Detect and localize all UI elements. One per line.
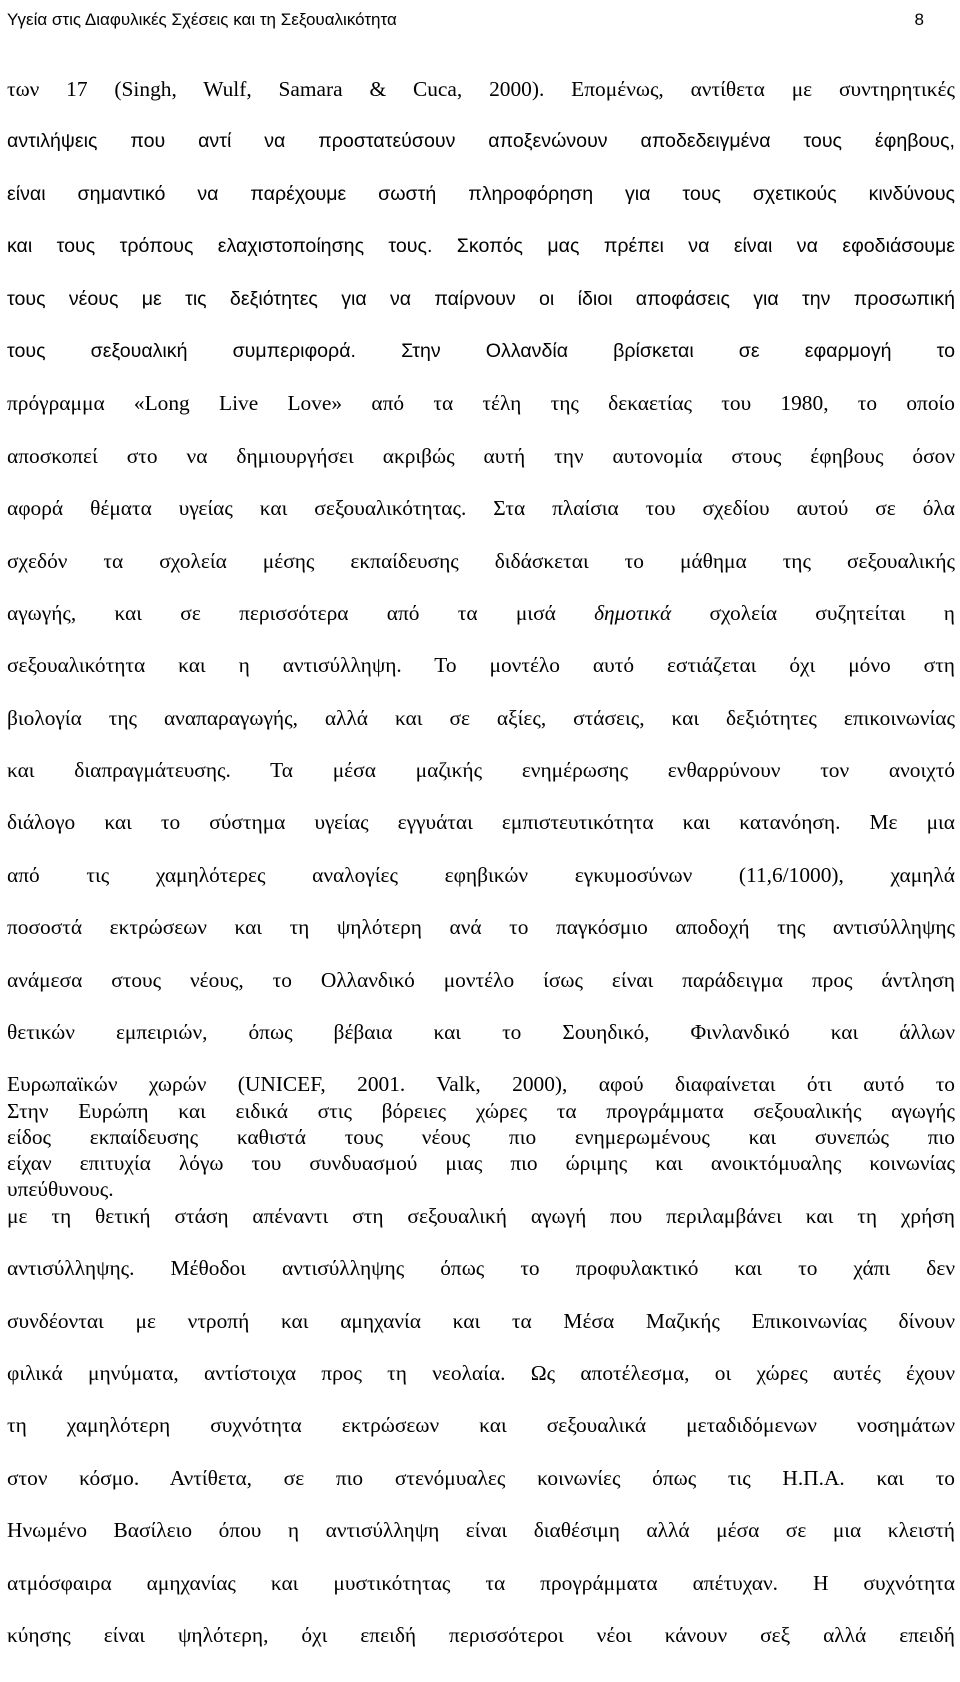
- text-line: υπεύθυνους.: [7, 1177, 114, 1202]
- text-line: Ευρωπαϊκών χωρών (UNICEF, 2001. Valk, 2000), αφού διαφαίνεται ότι αυτό το: [7, 1072, 955, 1097]
- text-line: στον κόσμο. Αντίθετα, σε πιο στενόμυαλες κοινωνίες όπως τις Η.Π.Α. και το: [7, 1465, 955, 1490]
- text-line-with-emphasis: [7, 587, 955, 639]
- text-line: και διαπραγμάτευσης. Τα μέσα μαζικής ενημέρωσης ενθαρρύνουν τον ανοιχτό: [7, 758, 955, 783]
- text-line: θετικών εμπειριών, όπως βέβαια και το Σουηδικό, Φινλανδικό και άλλων: [7, 1020, 955, 1045]
- text-line: διάλογο και το σύστημα υγείας εγγυάται εμπιστευτικότητα και κατανόηση. Με μια: [7, 810, 955, 835]
- text-line: αφορά θέματα υγείας και σεξουαλικότητας. Στα πλαίσια του σχεδίου αυτού σε όλα: [7, 496, 955, 521]
- text-line: σεξουαλικότητα και η αντισύλληψη. Το μοντέλο αυτό εστιάζεται όχι μόνο στη: [7, 653, 955, 678]
- text-line: συνδέονται με ντροπή και αμηχανία και τα Μέσα Μαζικής Επικοινωνίας δίνουν: [7, 1308, 955, 1333]
- paragraph-1: [7, 63, 955, 1216]
- text-line: και τους τρόπους ελαχιστοποίησης τους. Σκοπός μας πρέπει να είναι να εφοδιάσουμε: [7, 235, 955, 258]
- text-line: ανάμεσα στους νέους, το Ολλανδικό μοντέλο ίσως είναι παράδειγμα προς άντληση: [7, 967, 955, 992]
- page-number: 8: [914, 10, 924, 29]
- paragraph-2: [7, 1085, 955, 1661]
- text-line: Ηνωμένο Βασίλειο όπου η αντισύλληψη είναι διαθέσιμη αλλά μέσα σε μια κλειστή: [7, 1518, 955, 1543]
- text-line: ποσοστά εκτρώσεων και τη ψηλότερη ανά το παγκόσμιο αποδοχή της αντισύλληψης: [7, 915, 955, 940]
- text-line: αντισύλληψης. Μέθοδοι αντισύλληψης όπως το προφυλακτικό και το χάπι δεν: [7, 1256, 955, 1281]
- running-header: [7, 0, 928, 40]
- emphasized-word: δημοτικά: [594, 600, 672, 625]
- text-line: κύησης είναι ψηλότερη, όχι επειδή περισσότεροι νέοι κάνουν σεξ αλλά επειδή: [7, 1622, 955, 1647]
- text-line: τους νέους με τις δεξιότητες για να παίρνουν οι ίδιοι αποφάσεις για την προσωπική: [7, 287, 955, 310]
- text-segment: σχολεία συζητείται η: [709, 600, 955, 625]
- text-segment: αγωγής, και σε περισσότερα από τα μισά: [7, 600, 556, 625]
- text-line: πρόγραμμα «Long Live Love» από τα τέλη της δεκαετίας του 1980, το οποίο: [7, 391, 955, 416]
- text-line: Στην Ευρώπη και ειδικά στις βόρειες χώρες τα προγράμματα σεξουαλικής αγωγής: [7, 1099, 955, 1123]
- text-line: των 17 (Singh, Wulf, Samara & Cuca, 2000). Επομένως, αντίθετα με συντηρητικές: [7, 77, 955, 101]
- text-line: αντιλήψεις που αντί να προστατεύσουν αποξενώνουν αποδεδειγμένα τους έφηβους,: [7, 130, 955, 153]
- text-line: με τη θετική στάση απέναντι στη σεξουαλική αγωγή που περιλαμβάνει και τη χρήση: [7, 1203, 955, 1228]
- text-line: ατμόσφαιρα αμηχανίας και μυστικότητας τα προγράμματα απέτυχαν. Η συχνότητα: [7, 1570, 955, 1595]
- text-line: είδος εκπαίδευσης καθιστά τους νέους πιο ενημερωμένους και συνεπώς πιο: [7, 1124, 955, 1149]
- text-line: είναι σημαντικό να παρέχουμε σωστή πληροφόρηση για τους σχετικούς κινδύνους: [7, 182, 955, 205]
- text-line: από τις χαμηλότερες αναλογίες εφηβικών εγκυμοσύνων (11,6/1000), χαμηλά: [7, 862, 955, 887]
- text-line: βιολογία της αναπαραγωγής, αλλά και σε αξίες, στάσεις, και δεξιότητες επικοινωνίας: [7, 705, 955, 730]
- text-line: αποσκοπεί στο να δημιουργήσει ακριβώς αυτή την αυτονομία στους έφηβους όσον: [7, 443, 955, 468]
- text-line: τη χαμηλότερη συχνότητα εκτρώσεων και σεξουαλικά μεταδιδόμενων νοσημάτων: [7, 1413, 955, 1438]
- text-line: φιλικά μηνύματα, αντίστοιχα προς τη νεολαία. Ως αποτέλεσμα, οι χώρες αυτές έχουν: [7, 1360, 955, 1385]
- header-title: Υγεία στις Διαφυλικές Σχέσεις και τη Σεξουαλικότητα: [7, 10, 397, 29]
- text-line: τους σεξουαλική συμπεριφορά. Στην Ολλανδία βρίσκεται σε εφαρμογή το: [7, 339, 955, 362]
- text-line: σχεδόν τα σχολεία μέσης εκπαίδευσης διδάσκεται το μάθημα της σεξουαλικής: [7, 548, 955, 573]
- text-line: είχαν επιτυχία λόγω του συνδυασμού μιας πιο ώριμης και ανοικτόμυαλης κοινωνίας: [7, 1151, 955, 1176]
